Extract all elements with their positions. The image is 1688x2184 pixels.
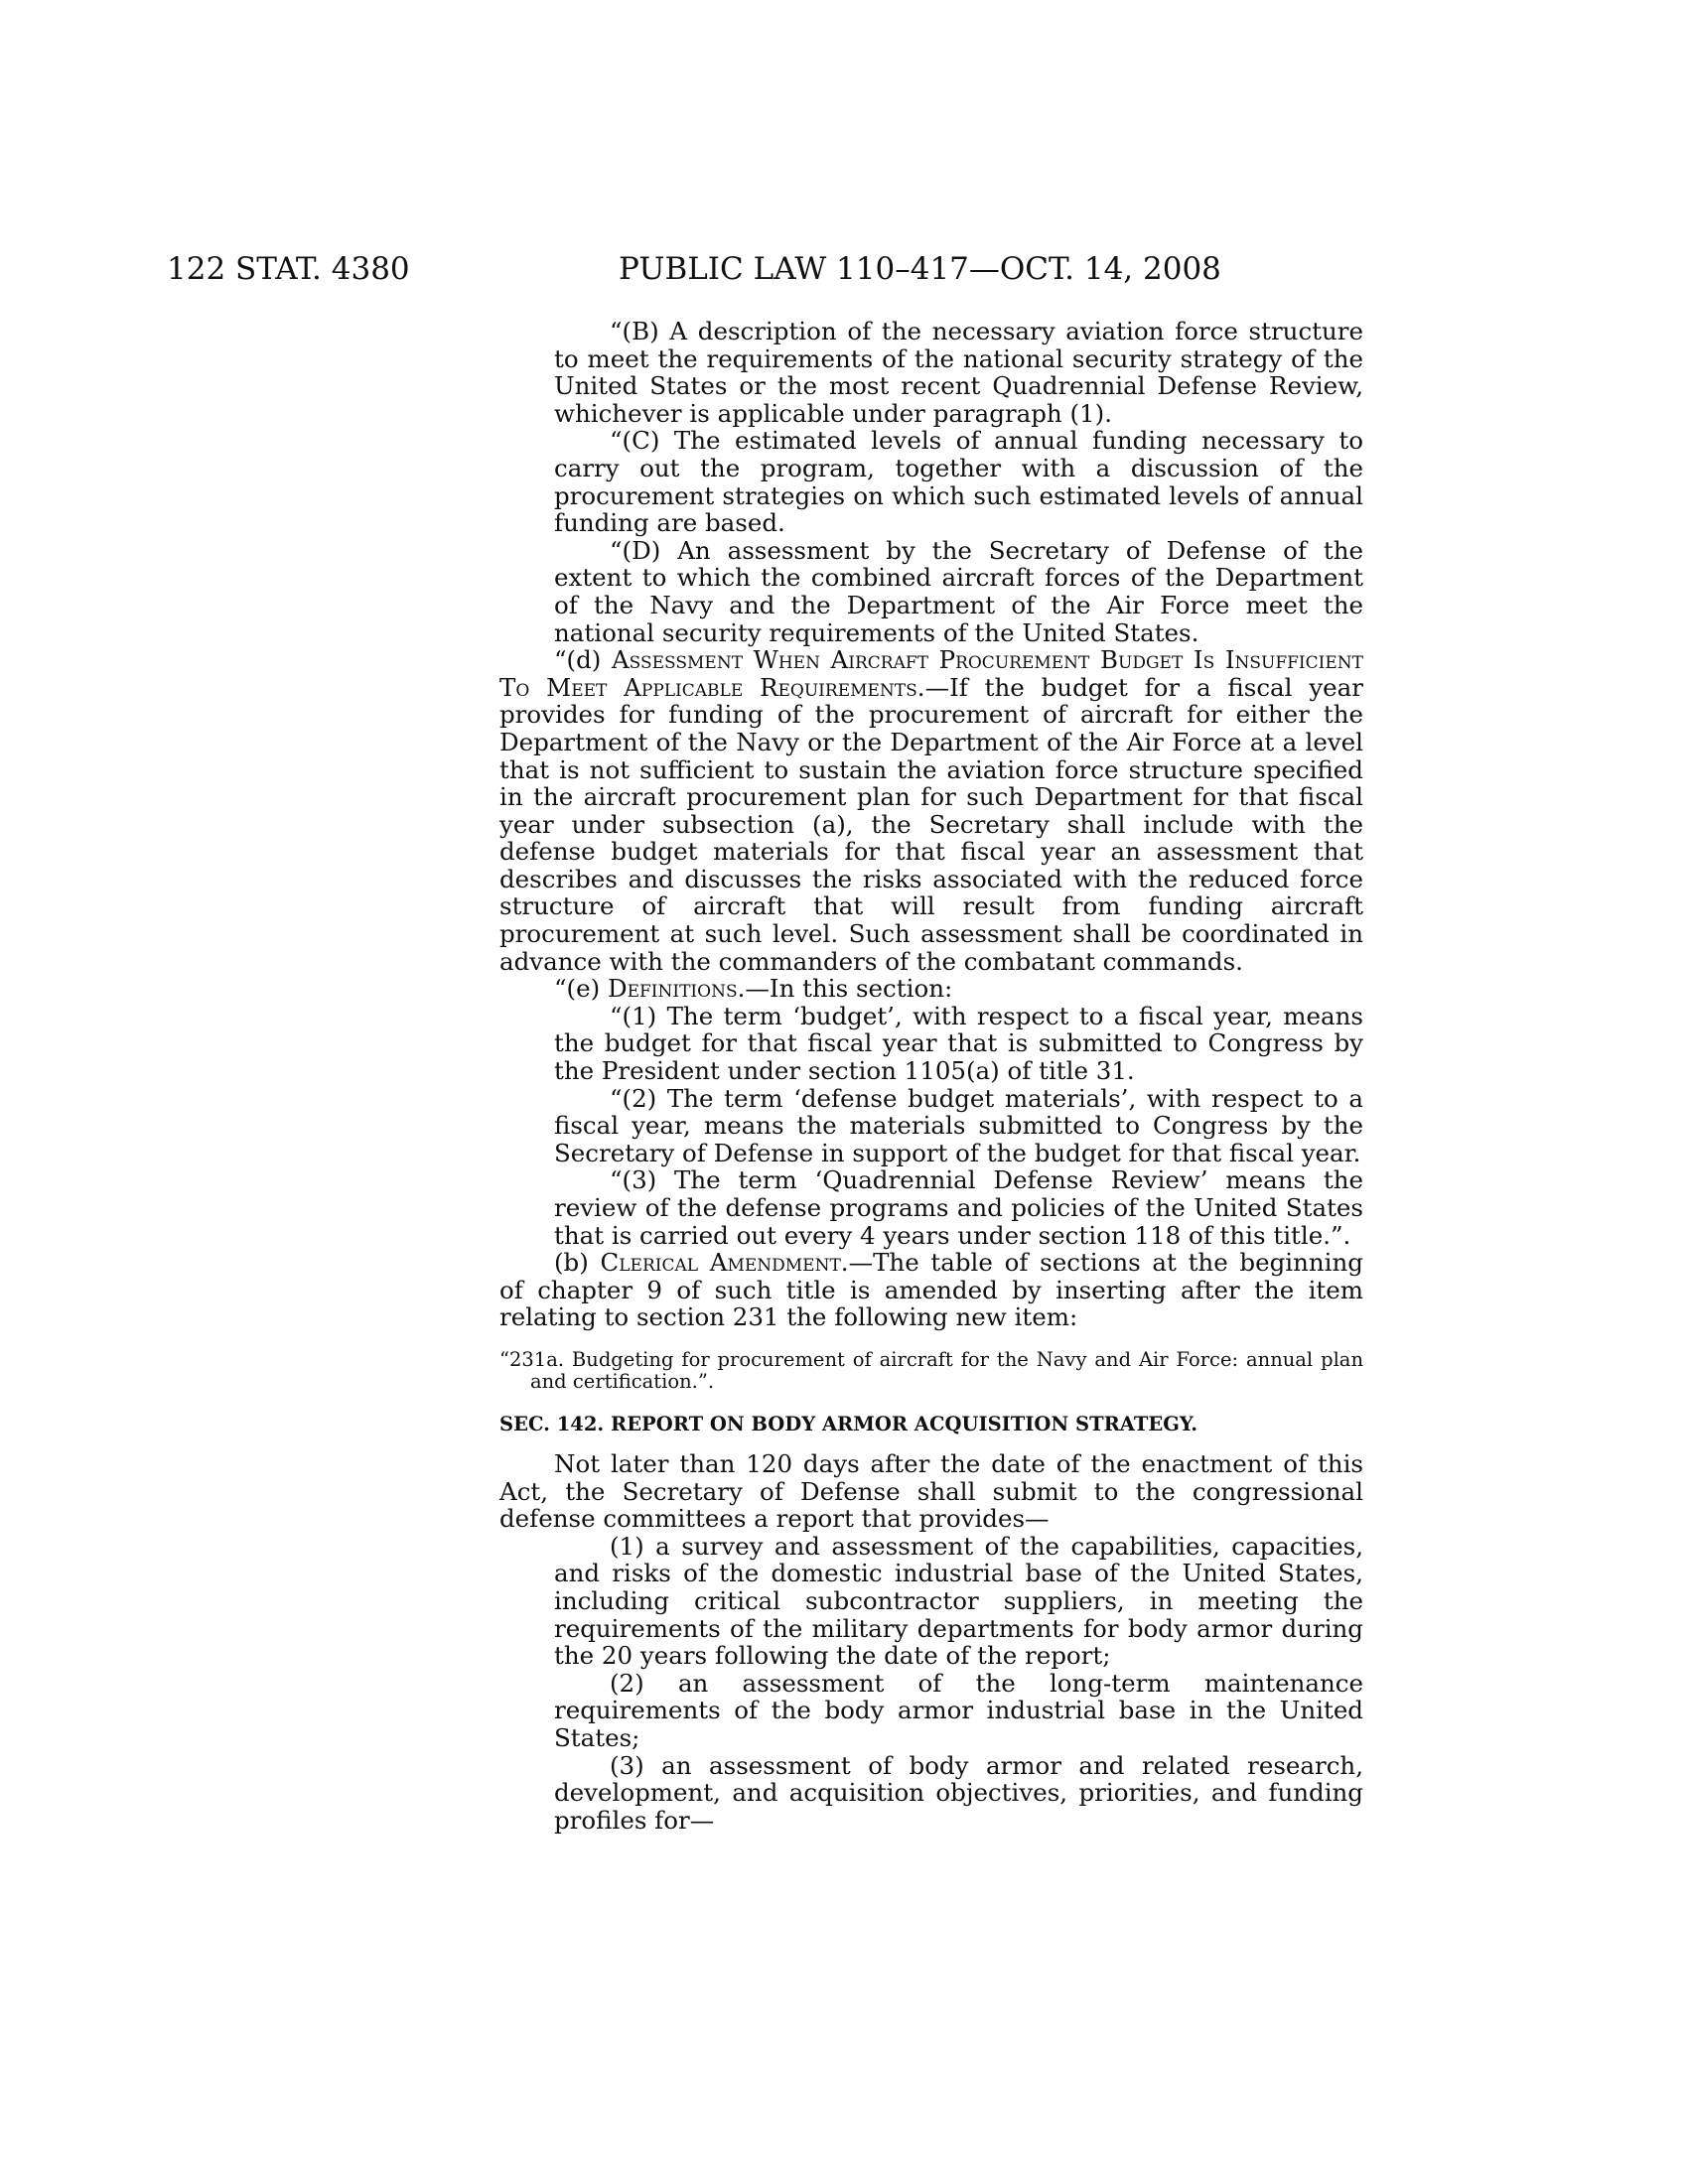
subsection-e-heading: Definitions. [607,974,746,1004]
paragraph-c: “(C) The estimated levels of annual funding necessary to carry out the program, together with a discussion of the procurement strategies on which such estimated levels of annual funding are based. [554,426,1363,538]
clerical-amendment [499,1249,1363,1331]
clerical-text: —The table of sections at the beginning of chapter 9 of such title is amended by inserting after the item relating to section 231 the following new item: [499,1248,1363,1332]
document-body [499,318,1363,1834]
subsection-d [499,646,1363,975]
clerical-prefix: (b) [554,1248,601,1278]
table-of-sections-item: “231a. Budgeting for procurement of aircraft for the Navy and Air Force: annual plan and certification.”. [499,1347,1363,1393]
section-item-2: (2) an assessment of the long-term maintenance requirements of the body armor industrial base in the United States; [554,1668,1363,1752]
paragraph-d: “(D) An assessment by the Secretary of Defense of the extent to which the combined aircraft forces of the Department of the Navy and the Department of the Air Force meet the national security requirements of the United States. [554,535,1363,647]
paragraph-b: “(B) A description of the necessary aviation force structure to meet the requirements of the national security strategy of the United States or the most recent Quadrennial Defense Review, whichever is applicable under paragraph (1). [554,317,1363,428]
definition-1: “(1) The term ‘budget’, with respect to a fiscal year, means the budget for that fiscal year that is submitted to Congress by the President under section 1105(a) of title 31. [554,1001,1363,1086]
subsection-e-prefix: “(e) [554,974,608,1004]
section-intro: Not later than 120 days after the date of the enactment of this Act, the Secretary of Defense shall submit to the congressional defense committees a report that provides— [499,1448,1363,1534]
definition-3: “(3) The term ‘Quadrennial Defense Review’ means the review of the defense programs and policies of the United States that is carried out every 4 years under section 118 of this title.”. [554,1165,1363,1250]
clerical-heading: Clerical Amendment. [600,1248,849,1278]
statute-page-number: 122 STAT. 4380 [167,251,410,287]
subsection-d-heading: Assessment When Aircraft Procurement Budget Is Insufficient To Meet Applicable Requirements. [499,645,1363,702]
section-item-1: (1) a survey and assessment of the capabilities, capacities, and risks of the domestic industrial base of the United States, including critical subcontractor suppliers, in meeting the requirements of the military departments for body armor during the 20 years following the date of the report; [554,1531,1363,1671]
definition-2: “(2) The term ‘defense budget materials’, with respect to a fiscal year, means the materials submitted to Congress by the Secretary of Defense in support of the budget for that fiscal year. [554,1083,1363,1167]
subsection-e-text: —In this section: [745,974,953,1004]
section-item-3: (3) an assessment of body armor and related research, development, and acquisition objectives, priorities, and funding profiles for— [554,1750,1363,1835]
section-heading: SEC. 142. REPORT ON BODY ARMOR ACQUISITION STRATEGY. [499,1412,1198,1435]
subsection-d-prefix: “(d) [554,645,612,675]
subsection-e [499,975,1363,1003]
subsection-d-text: —If the budget for a fiscal year provides for funding of the procurement of aircraft for either the Department of the Navy or the Department of the Air Force at a level that is not sufficient to sustain the aviation force structure specified in the aircraft procurement plan for such Department for that fiscal year under subsection (a), the Secretary shall include with the defense budget materials for that fiscal year an assessment that describes and discusses the risks associated with the reduced force structure of aircraft that will result from funding aircraft procurement at such level. Such assessment shall be coordinated in advance with the commanders of the combatant commands. [499,672,1363,976]
public-law-citation: PUBLIC LAW 110–417—OCT. 14, 2008 [619,251,1221,287]
